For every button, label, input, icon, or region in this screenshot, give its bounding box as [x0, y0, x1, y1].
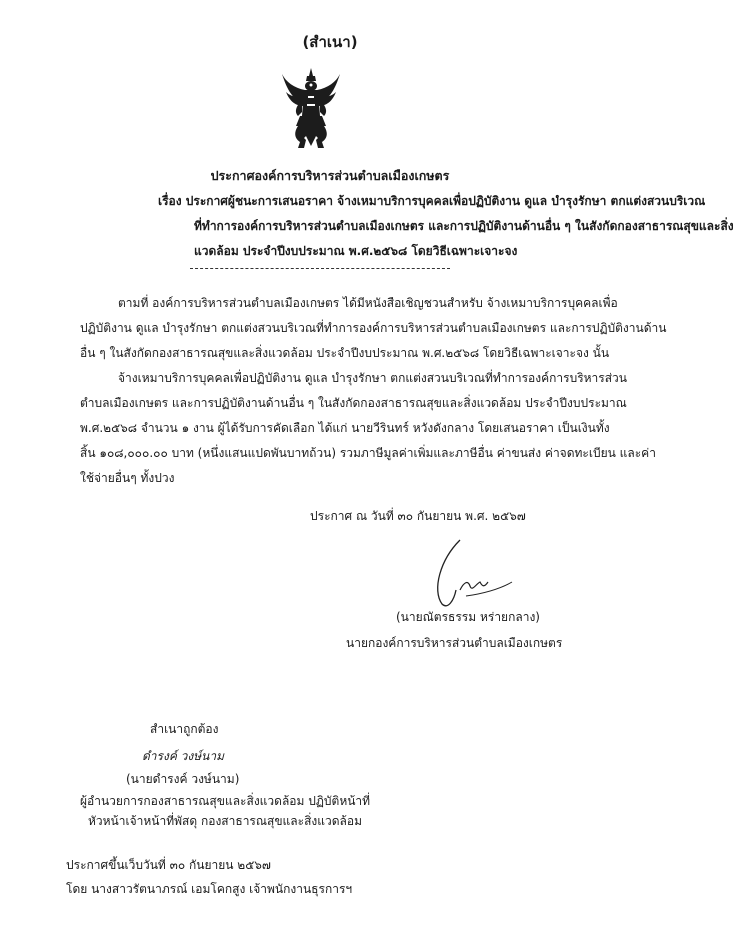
paragraph-1-line-2: ปฏิบัติงาน ดูแล บำรุงรักษา ตกแต่งสวนบริเวณที่ทำการองค์การบริหารส่วนตำบลเมืองเกษตร และการปฏิบัติงานด้าน [80, 321, 667, 335]
paragraph-2-line-1: จ้างเหมาบริการบุคคลเพื่อปฏิบัติงาน ดูแล บำรุงรักษา ตกแต่งสวนบริเวณที่ทำการองค์การบริหารส่วน [118, 371, 627, 385]
paragraph-2-line-3: พ.ศ.๒๕๖๘ จำนวน ๑ งาน ผู้ได้รับการคัดเลือก ได้แก่ นายวีรินทร์ หวังดังกลาง โดยเสนอราคา เป็นเงินทั้ง [80, 421, 610, 435]
announcement-heading: ประกาศองค์การบริหารส่วนตำบลเมืองเกษตร [210, 168, 450, 183]
certify-label: สำเนาถูกต้อง [150, 722, 219, 736]
certify-name: (นายดำรงค์ วงษ์นาม) [126, 772, 240, 786]
subject-line-1: เรื่อง ประกาศผู้ชนะการเสนอราคา จ้างเหมาบริการบุคคลเพื่อปฏิบัติงาน ดูแล บำรุงรักษา ตกแต่งสวนบริเวณ [158, 194, 706, 208]
certify-title-line-1: ผู้อำนวยการกองสาธารณสุขและสิ่งแวดล้อม ปฏิบัติหน้าที่ [80, 794, 371, 808]
signature-mark [420, 530, 530, 610]
posted-on: ประกาศขึ้นเว็บวันที่ ๓๐ กันยายน ๒๕๖๗ [66, 858, 271, 872]
divider-line [190, 268, 450, 269]
subject-line-2: ที่ทำการองค์การบริหารส่วนตำบลเมืองเกษตร และการปฏิบัติงานด้านอื่น ๆ ในสังกัดกองสาธารณสุขและสิ่ง [194, 219, 734, 233]
posted-by: โดย นางสาวรัตนาภรณ์ เอมโคกสูง เจ้าพนักงานธุรการฯ [66, 882, 353, 896]
paragraph-2-line-4: สิ้น ๑๐๘,๐๐๐.๐๐ บาท (หนึ่งแสนแปดพันบาทถ้วน) รวมภาษีมูลค่าเพิ่มและภาษีอื่น ค่าขนส่ง ค่าจดทะเบียน และค่า [80, 446, 656, 460]
subject-line-3: แวดล้อม ประจำปีงบประมาณ พ.ศ.๒๕๖๘ โดยวิธีเฉพาะเจาะจง [194, 244, 518, 258]
certify-title-line-2: หัวหน้าเจ้าหน้าที่พัสดุ กองสาธารณสุขและสิ่งแวดล้อม [88, 814, 362, 828]
paragraph-2-line-5: ใช้จ่ายอื่นๆ ทั้งปวง [80, 471, 175, 485]
paragraph-2-line-2: ตำบลเมืองเกษตร และการปฏิบัติงานด้านอื่น ๆ ในสังกัดกองสาธารณสุขและสิ่งแวดล้อม ประจำปีงบประมาณ [80, 396, 627, 410]
certify-signature: ดำรงค์ วงษ์นาม [142, 749, 225, 763]
copy-mark: (สำเนา) [302, 33, 358, 51]
paragraph-1-line-3: อื่น ๆ ในสังกัดกองสาธารณสุขและสิ่งแวดล้อม ประจำปีงบประมาณ พ.ศ.๒๕๖๘ โดยวิธีเฉพาะเจาะจง นั้น [80, 346, 610, 360]
signer-name: (นายณัตรธรรม หร่ายกลาง) [396, 610, 540, 624]
announce-date: ประกาศ ณ วันที่ ๓๐ กันยายน พ.ศ. ๒๕๖๗ [310, 509, 526, 523]
paragraph-1-line-1: ตามที่ องค์การบริหารส่วนตำบลเมืองเกษตร ได้มีหนังสือเชิญชวนสำหรับ จ้างเหมาบริการบุคคลเพื่อ [118, 296, 618, 310]
garuda-emblem-icon [280, 66, 342, 152]
signer-title: นายกองค์การบริหารส่วนตำบลเมืองเกษตร [346, 636, 563, 650]
